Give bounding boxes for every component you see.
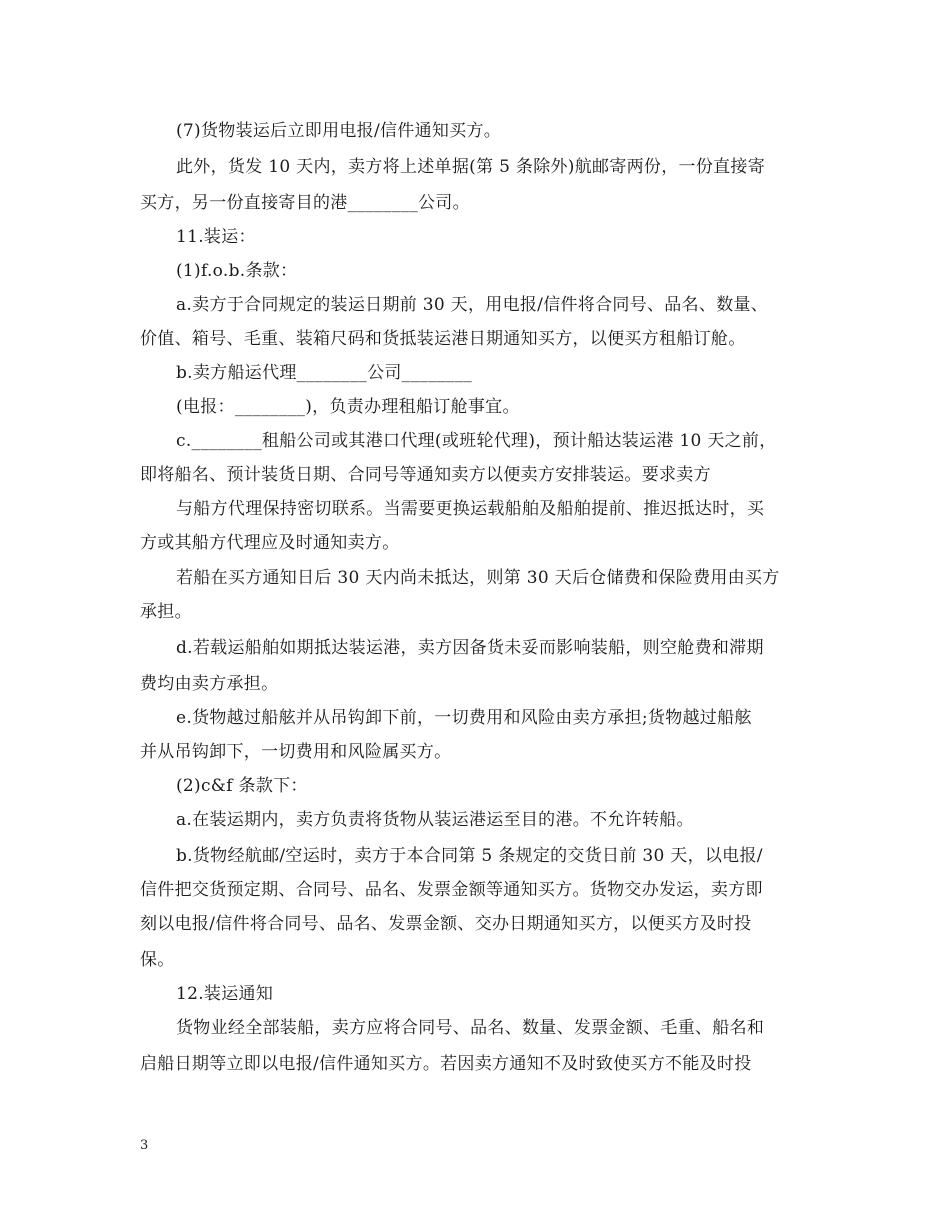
paragraph-line: 并从吊钩卸下，一切费用和风险属买方。 — [140, 742, 452, 762]
section-heading: 11.装运： — [176, 227, 256, 247]
paragraph-line: 若船在买方通知日后 30 天内尚未抵达，则第 30 天后仓储费和保险费用由买方 — [176, 568, 780, 588]
paragraph-line: 买方，另一份直接寄目的港________公司。 — [140, 193, 470, 213]
paragraph-line: b.货物经航邮/空运时，卖方于本合同第 5 条规定的交货日前 30 天，以电报/ — [176, 846, 763, 866]
paragraph-line: 保。 — [140, 950, 175, 970]
paragraph-line: a.卖方于合同规定的装运日期前 30 天，用电报/信件将合同号、品名、数量、 — [176, 295, 769, 315]
paragraph-line: 此外，货发 10 天内，卖方将上述单据(第 5 条除外)航邮寄两份，一份直接寄 — [176, 157, 766, 177]
paragraph-line: e.货物越过船舷并从吊钩卸下前，一切费用和风险由卖方承担;货物越过船舷 — [176, 708, 752, 728]
paragraph-line: (电报：________)，负责办理租船订舱事宜。 — [176, 397, 520, 417]
paragraph-line: c.________租船公司或其港口代理(或班轮代理)，预计船达装运港 10 天之前， — [176, 431, 777, 451]
paragraph-line: 货物业经全部装船，卖方应将合同号、品名、数量、发票金额、毛重、船名和 — [176, 1018, 765, 1038]
paragraph-line: 即将船名、预计装货日期、合同号等通知卖方以便卖方安排装运。要求卖方 — [140, 465, 711, 485]
paragraph-line: 价值、箱号、毛重、装箱尺码和货抵装运港日期通知买方，以便买方租船订舱。 — [140, 329, 746, 349]
paragraph-line: 信件把交货预定期、合同号、品名、发票金额等通知买方。货物交办发运，卖方即 — [140, 880, 763, 900]
paragraph-line: 启船日期等立即以电报/信件通知买方。若因卖方通知不及时致使买方不能及时投 — [140, 1054, 752, 1074]
paragraph-line: (7)货物装运后立即用电报/信件通知买方。 — [176, 121, 502, 141]
paragraph-line: 承担。 — [140, 602, 192, 622]
paragraph-line: 费均由卖方承担。 — [140, 674, 279, 694]
paragraph-line: 刻以电报/信件将合同号、品名、发票金额、交办日期通知买方，以便买方及时投 — [140, 914, 752, 934]
subsection-heading: (1)f.o.b.条款： — [176, 261, 298, 281]
paragraph-line: d.若载运船舶如期抵达装运港，卖方因备货未妥而影响装船，则空舱费和滞期 — [176, 638, 764, 658]
paragraph-line: 与船方代理保持密切联系。当需要更换运载船舶及船舶提前、推迟抵达时，买 — [176, 499, 765, 519]
paragraph-line: 方或其船方代理应及时通知卖方。 — [140, 533, 400, 553]
section-heading: 12.装运通知 — [176, 984, 274, 1004]
subsection-heading: (2)c&f 条款下： — [176, 776, 308, 796]
paragraph-line: b.卖方船运代理________公司________ — [176, 363, 473, 383]
page-number: 3 — [140, 1138, 149, 1153]
paragraph-line: a.在装运期内，卖方负责将货物从装运港运至目的港。不允许转船。 — [176, 810, 694, 830]
